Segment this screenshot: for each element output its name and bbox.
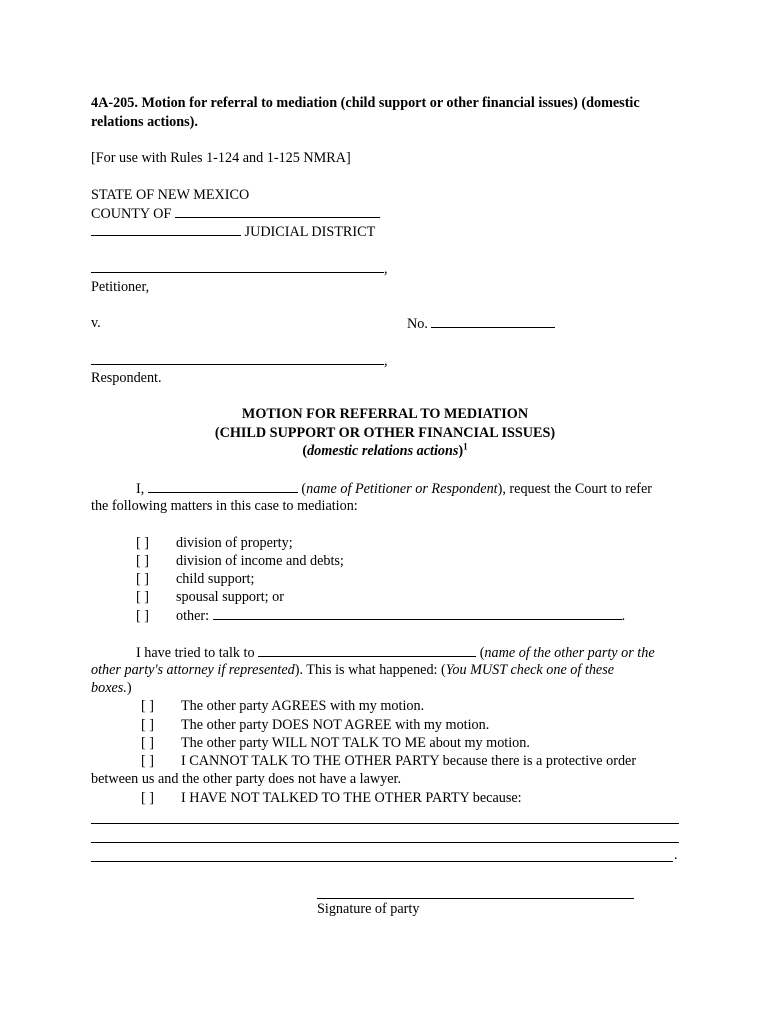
- case-number-label: No.: [407, 316, 428, 332]
- talk-line1: I have tried to talk to (name of the other party or the: [136, 645, 655, 661]
- matter-item-property[interactable]: [ ] division of property;: [136, 535, 293, 551]
- rules-note: [For use with Rules 1-124 and 1-125 NMRA]: [91, 150, 351, 166]
- petitioner-field[interactable]: [91, 259, 384, 273]
- checkbox[interactable]: [ ]: [136, 553, 149, 569]
- outcome-will-not-talk[interactable]: [ ] The other party WILL NOT TALK TO ME about my motion.: [141, 735, 530, 751]
- county-field[interactable]: [175, 204, 380, 218]
- case-number-line: [407, 314, 555, 333]
- petitioner-name-line: ,: [91, 259, 388, 278]
- district-line: [91, 222, 375, 241]
- district-label: JUDICIAL DISTRICT: [244, 224, 376, 240]
- county-label: COUNTY OF: [91, 206, 172, 222]
- outcome-protective-order-line2: between us and the other party does not have a lawyer.: [91, 771, 402, 787]
- district-field[interactable]: [91, 222, 241, 236]
- case-number-field[interactable]: [431, 314, 555, 328]
- explanation-line-2[interactable]: [91, 842, 679, 843]
- respondent-label: Respondent.: [91, 370, 162, 386]
- signature-label: Signature of party: [317, 901, 420, 917]
- respondent-field[interactable]: [91, 351, 384, 365]
- motion-title-line1: MOTION FOR REFERRAL TO MEDIATION: [241, 406, 529, 422]
- checkbox[interactable]: [ ]: [136, 571, 149, 587]
- matter-item-child-support[interactable]: [ ] child support;: [136, 571, 255, 587]
- versus-label: v.: [91, 315, 101, 331]
- party-name-hint: name of Petitioner or Respondent: [306, 481, 498, 497]
- other-party-field[interactable]: [258, 643, 476, 657]
- outcome-does-not-agree[interactable]: [ ] The other party DOES NOT AGREE with my motion.: [141, 717, 490, 733]
- form-heading-line1: 4A-205. Motion for referral to mediation (child support or other financial issues) (domestic: [91, 95, 640, 111]
- explanation-line-1[interactable]: [91, 823, 679, 824]
- other-matter-field[interactable]: [213, 606, 622, 620]
- outcome-agrees[interactable]: [ ] The other party AGREES with my motion.: [141, 698, 425, 714]
- footnote-mark: 1: [463, 441, 468, 452]
- form-heading-line2: relations actions).: [91, 114, 198, 130]
- matter-item-spousal-support[interactable]: [ ] spousal support; or: [136, 589, 284, 605]
- explanation-line-3[interactable]: [91, 861, 673, 862]
- checkbox[interactable]: [ ]: [136, 608, 149, 624]
- matter-item-income-debts[interactable]: [ ] division of income and debts;: [136, 553, 344, 569]
- motion-title-line2: (CHILD SUPPORT OR OTHER FINANCIAL ISSUES): [214, 425, 556, 441]
- checkbox[interactable]: [ ]: [136, 589, 149, 605]
- outcome-not-talked[interactable]: [ ] I HAVE NOT TALKED TO THE OTHER PARTY because:: [141, 790, 522, 806]
- checkbox[interactable]: [ ]: [141, 698, 154, 714]
- respondent-name-line: ,: [91, 351, 388, 370]
- checkbox[interactable]: [ ]: [141, 735, 154, 751]
- outcome-protective-order[interactable]: [ ] I CANNOT TALK TO THE OTHER PARTY because there is a protective order: [141, 753, 637, 769]
- party-name-field[interactable]: [148, 479, 298, 493]
- checkbox[interactable]: [ ]: [141, 753, 154, 769]
- request-line1: I, (name of Petitioner or Respondent), request the Court to refer: [136, 481, 653, 497]
- checkbox[interactable]: [ ]: [141, 717, 154, 733]
- talk-line2: other party's attorney if represented). This is what happened: (You MUST check one of these: [91, 662, 615, 678]
- state-label: STATE OF NEW MEXICO: [91, 187, 250, 203]
- county-line: [91, 204, 380, 223]
- checkbox[interactable]: [ ]: [141, 790, 154, 806]
- signature-line[interactable]: [317, 898, 634, 899]
- matter-item-other[interactable]: [ ] other: .: [136, 608, 626, 624]
- checkbox[interactable]: [ ]: [136, 535, 149, 551]
- petitioner-label: Petitioner,: [91, 279, 150, 295]
- request-line2: the following matters in this case to mediation:: [91, 498, 358, 514]
- talk-line3: boxes.): [91, 680, 132, 696]
- motion-title-line3: (domestic relations actions)$^1$: [302, 441, 468, 459]
- explanation-period: .: [674, 847, 678, 863]
